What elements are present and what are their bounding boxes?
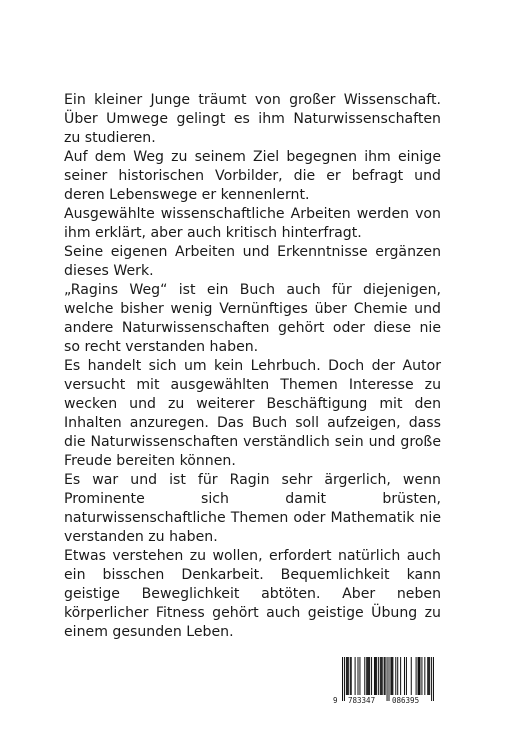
barcode-bar xyxy=(364,657,365,695)
barcode-bar xyxy=(368,657,369,695)
blurb-text xyxy=(64,91,441,642)
barcode-bar xyxy=(381,657,382,695)
barcode-guard-bar xyxy=(344,657,345,701)
blurb-paragraph-4: Seine eigenen Arbeiten und Erkenntnisse ergänzen dieses Werk. xyxy=(64,244,441,279)
barcode-bar xyxy=(369,657,370,695)
barcode-bar xyxy=(421,657,422,695)
blurb-paragraph-3: Ausgewählte wissenschaftliche Arbeiten werden von ihm erklärt, aber auch kritisch hinterfragt. xyxy=(64,206,441,241)
barcode-bar xyxy=(419,657,420,695)
barcode-bar xyxy=(419,657,420,695)
barcode-bar xyxy=(392,657,393,695)
barcode-bar xyxy=(347,657,348,695)
barcode-bar xyxy=(348,657,349,695)
blurb-paragraph-8: Etwas verstehen zu wollen, erfordert natürlich auch ein bisschen Denkarbeit. Bequemlichkeit kann geistige Beweglichkeit abtöten. Aber neben körperlicher Fitness gehört auch geistige Übung zu einem gesunden Leben. xyxy=(64,548,441,640)
barcode-bar xyxy=(384,657,385,695)
barcode-bar xyxy=(357,657,358,695)
barcode-bar xyxy=(351,657,352,695)
barcode-bar xyxy=(350,657,351,695)
barcode-bar xyxy=(400,657,401,695)
barcode-first-digit: 9 xyxy=(333,696,338,705)
barcode-bar xyxy=(355,657,356,695)
barcode-bar xyxy=(346,657,347,695)
barcode-bar xyxy=(367,657,368,695)
barcode-bar xyxy=(395,657,396,695)
barcode-right-group: 086395 xyxy=(392,696,420,705)
isbn-barcode xyxy=(333,655,435,709)
barcode-bar xyxy=(382,657,383,695)
barcode-bar xyxy=(397,657,398,695)
blurb-paragraph-7: Es war und ist für Ragin sehr ärgerlich, wenn Prominente sich damit brüsten, naturwissenschaftliche Themen oder Mathematik nie verstanden zu haben. xyxy=(64,472,441,545)
barcode-bar xyxy=(359,657,360,695)
barcode-bar xyxy=(380,657,381,695)
barcode-bar xyxy=(390,657,391,695)
barcode-guard-bar xyxy=(387,657,388,701)
blurb-paragraph-5: „Ragins Weg“ ist ein Buch auch für diejenigen, welche bisher wenig Vernünftiges über Chemie und andere Naturwissenschaften gehört oder diese nie so recht verstanden haben. xyxy=(64,282,441,355)
barcode-bar xyxy=(376,657,377,695)
barcode-bar xyxy=(385,657,386,695)
barcode-bar xyxy=(418,657,419,695)
barcode-guard-bar xyxy=(431,657,432,701)
blurb-paragraph-6: Es handelt sich um kein Lehrbuch. Doch der Autor versucht mit ausgewählten Themen Interesse zu wecken und zu weiterer Beschäftigung mit den Inhalten anzuregen. Das Buch soll aufzeigen, dass die Naturwissenschaften verständlich sein und große Freude bereiten können. xyxy=(64,358,441,469)
blurb-paragraph-2: Auf dem Weg zu seinem Ziel begegnen ihm einige seiner historischen Vorbilder, die er befragt und deren Lebenswege er kennenlernt. xyxy=(64,149,441,203)
blurb-paragraph-1: Ein kleiner Junge träumt von großer Wissenschaft. Über Umwege gelingt es ihm Naturwissenschaften zu studieren. xyxy=(64,92,441,146)
barcode-bar xyxy=(374,657,375,695)
barcode-left-group: 783347 xyxy=(348,696,376,705)
barcode-guard-bar xyxy=(342,657,343,701)
barcode-guard-bar xyxy=(433,657,434,701)
barcode-bar xyxy=(411,657,412,695)
barcode-bar xyxy=(428,657,429,695)
barcode-bar xyxy=(427,657,428,695)
barcode-bar xyxy=(406,657,407,695)
barcode-bar xyxy=(378,657,379,695)
barcode-bar xyxy=(375,657,376,695)
barcode-bar xyxy=(416,657,417,695)
barcode-bar xyxy=(404,657,405,695)
barcode-guard-bar xyxy=(388,657,389,701)
barcode-bar xyxy=(366,657,367,695)
barcode-bar xyxy=(391,657,392,695)
barcode-bar xyxy=(424,657,425,695)
barcode-bar xyxy=(371,657,372,695)
barcode-bar xyxy=(429,657,430,695)
